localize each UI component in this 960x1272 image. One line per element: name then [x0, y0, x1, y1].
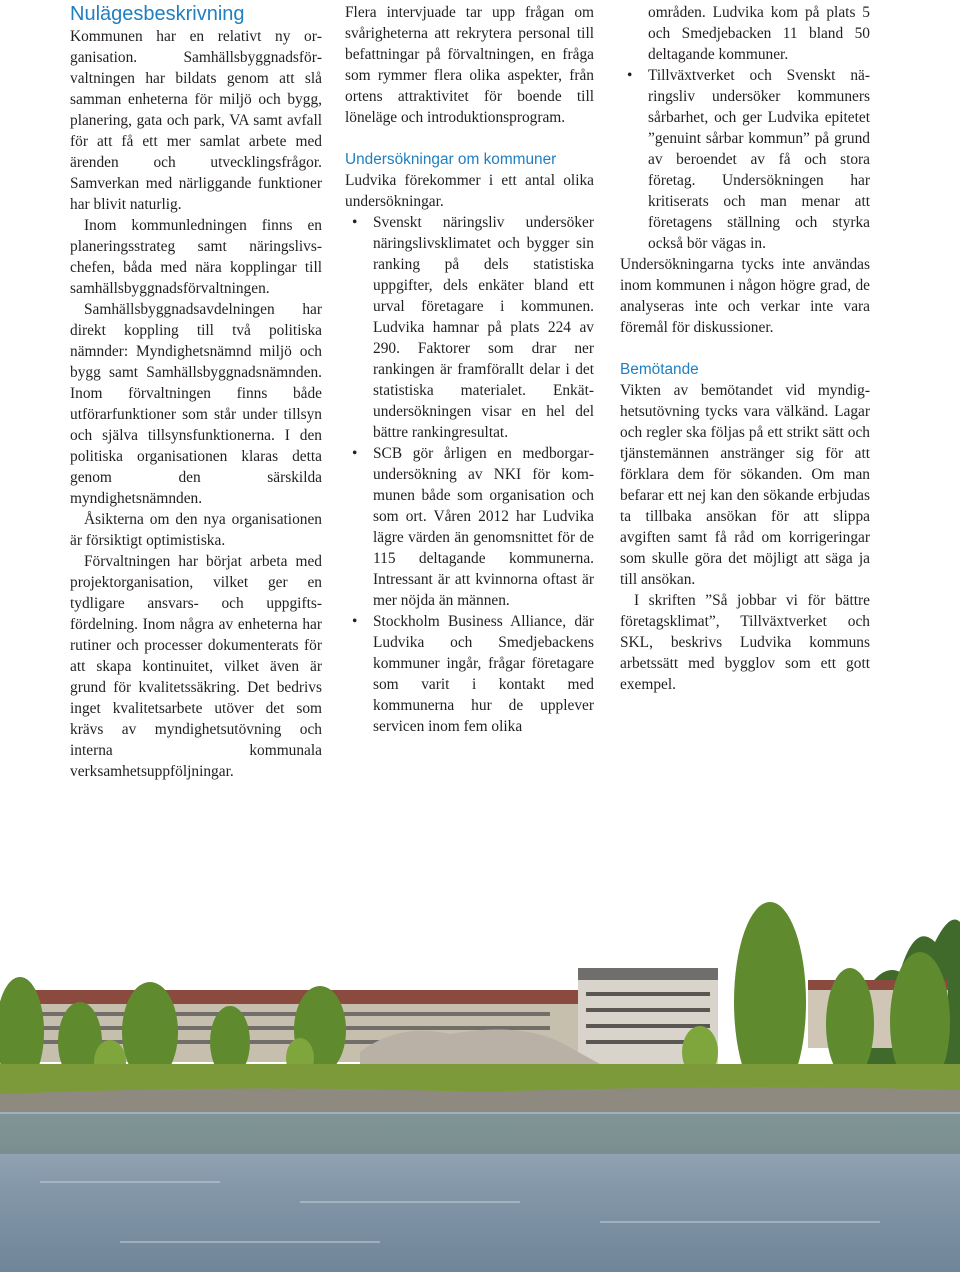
bullet-icon: • — [352, 445, 358, 462]
text-column-3 — [620, 2, 870, 695]
bullet-list — [345, 212, 594, 737]
text-column-2 — [345, 2, 594, 737]
list-item: • SCB gör årligen en medborgarundersökning av NKI för kommunen både som organisation och som ort. Våren 2012 har Ludvika lägre värden än genomsnittet för de 115 deltagande kommunerna. Intressant är att kvinnorna oftast är mer nöjda än männen. — [352, 445, 594, 609]
paragraph: Inom kommunledningen finns en planeringsstrateg samt näringslivschefen, båda med nära kopplingar till samhällsbyggnadsförvaltningen. — [70, 217, 322, 297]
bullet-list-continued — [620, 2, 870, 254]
list-item-continued: områden. Ludvika kom på plats 5 och Smedjebacken 11 bland 50 deltagande kommuner. — [648, 4, 870, 63]
text-column-1 — [70, 2, 322, 782]
paragraph: Flera intervjuade tar upp frågan om svårigheterna att rekrytera personal till befattningar på förvaltningen, en fråga som rymmer flera olika aspekter, från ortens attraktivitet för boende till löneläge och introduktionsprogram. — [345, 4, 594, 126]
paragraph: I skriften ”Så jobbar vi för bättre företagsklimat”, Tillväxtverket och SKL, beskrivs Ludvika kommuns arbetssätt med bygglov som ett gott exempel. — [620, 592, 870, 693]
photo-ludvika-waterfront — [0, 802, 960, 1272]
paragraph: Samhällsbyggnadsavdelningen har direkt koppling till två politiska nämnder: Myndighetsnämnd miljö och bygg samt Samhällsbyggnadsnämnden. Inom förvaltningen finns både utförarfunktioner som står under tillsyn och själva tillsynsfunktionerna. I den politiska organisationen klaras detta genom den särskilda myndighetsnämnden. — [70, 301, 322, 507]
bullet-icon: • — [627, 67, 633, 84]
section-heading-undersokningar: Undersökningar om kommuner — [345, 151, 557, 168]
paragraph: Åsikterna om den nya organisationen är försiktigt optimistiska. — [70, 511, 322, 549]
bullet-icon: • — [352, 214, 358, 231]
list-item: • Svenskt näringsliv undersöker näringslivsklimatet och bygger sin ranking på dels statistiska uppgifter, dels enkäter bland ett urval företagare i kommunen. Ludvika hamnar på plats 224 av 290. Faktorer som drar ner rankingen är framförallt delar i det statistiska materialet. Enkätundersökningen visar en hel del bättre rankingresultat. — [352, 214, 594, 441]
bullet-icon: • — [352, 613, 358, 630]
paragraph: Kommunen har en relativt ny organisation. Samhällsbyggnadsförvaltningen har bildats genom att slå samman enheterna för miljö och bygg, planering, gata och park, VA samt avfall för att få ett mer samlat arbete med ärenden och utvecklingsfrågor. Samverkan med närliggande funktioner har blivit naturlig. — [70, 28, 322, 213]
paragraph: Ludvika förekommer i ett antal olika undersökningar. — [345, 172, 594, 210]
paragraph: Undersökningarna tycks inte användas inom kommunen i någon högre grad, de analyseras inte och verkar inte vara föremål för diskussioner. — [620, 256, 870, 336]
paragraph: Förvaltningen har börjat arbeta med projektorganisation, vilket ger en tydligare ansvars- och uppgiftsfördelning. Inom några av enheterna har rutiner och processer dokumenterats för att skapa kontinuitet, vilket även är grund för kvalitetssäkring. Det bedrivs inget kvalitetsarbete utöver det som krävs av myndighetsutövning och interna kommunala verksamhetsuppföljningar. — [70, 553, 322, 780]
section-heading-bemotande: Bemötande — [620, 361, 699, 378]
list-item: • Stockholm Business Alliance, där Ludvika och Smedjebackens kommuner ingår, frågar företagare som varit i kontakt med kommunerna hur de upplever servicen inom fem olika — [352, 613, 594, 735]
section-heading-nulagesbeskrivning: Nulägesbeskrivning — [70, 3, 245, 25]
list-item: • Tillväxtverket och Svenskt näringsliv undersöker kommuners sårbarhet, och ger Ludvika epitetet ”genuint sårbar kommun” på grund av beroendet av få och stora företag. Undersökningen har kritiserats och man menar att företagens ställning och styrka också bör vägas in. — [627, 67, 870, 252]
paragraph: Vikten av bemötandet vid myndighetsutövning tycks vara välkänd. Lagar och regler ska följas på ett strikt sätt och tjänstemännen anstränger sig för att förklara dem för sökanden. Om man befarar ett nej kan den sökande erbjudas ta tillbaka ansökan för att slippa avgiften samt få råd om korrigeringar som skulle göra det möjligt att säga ja till ansökan. — [620, 382, 870, 588]
